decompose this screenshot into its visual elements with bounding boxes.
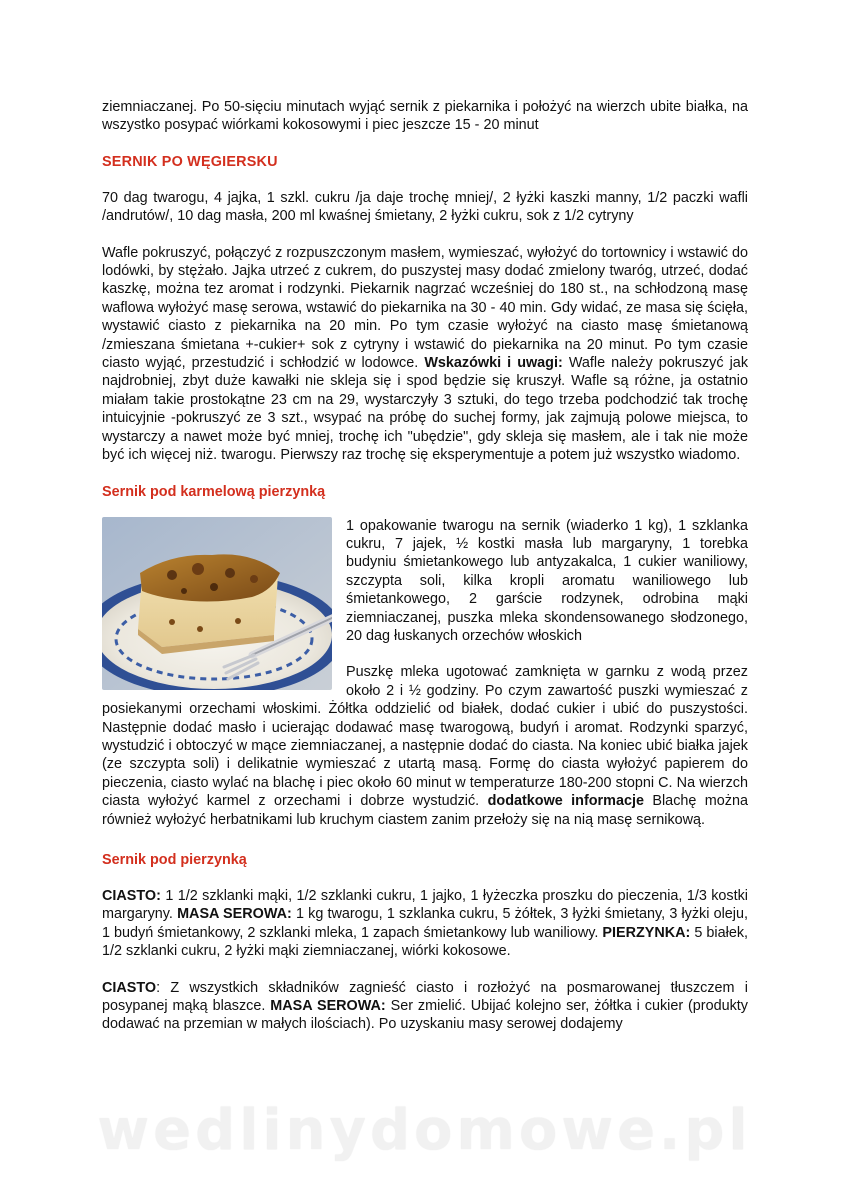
- recipe3-m-ciasto: : Z wszystkich składników zagnieść ciasto i rozłożyć na posmarowanej tłuszczem i posypanej mąką blaszce.: [102, 979, 748, 1015]
- recipe3-ing-masa: 1 kg twarogu, 1 szklanka cukru, 5 żółtek, 3 łyżki śmietany, 3 łyżki oleju, 1 budyń śmietankowy, 2 szklanki mleka, 1 zapach śmietankowy lub waniliowy.: [102, 906, 749, 941]
- recipe3-method: [102, 979, 748, 1034]
- recipe3-m-masa: Ser zmielić. Ubijać kolejno ser, żółtka i cukier (produkty dodawać na przemian w małych ilościach). Po uzyskaniu masy serowej dodajemy: [102, 998, 749, 1033]
- recipe-title-sernik-po-wegiersku: SERNIK PO WĘGIERSKU: [102, 153, 278, 170]
- recipe1-tips-label: Wskazówki i uwagi:: [424, 355, 563, 372]
- recipe3-ing-pierzynka-label: PIERZYNKA:: [602, 924, 691, 941]
- recipe3-ing-masa-label: MASA SEROWA:: [177, 906, 292, 923]
- document-page: [102, 98, 748, 1034]
- recipe3-ing-ciasto: 1 1/2 szklanki mąki, 1/2 szklanki cukru, 1 jajko, 1 łyżeczka proszku do pieczenia, 1/3 kostki margaryny.: [102, 888, 749, 923]
- cheesecake-photo: [102, 517, 332, 690]
- recipe2-ingredients: 1 opakowanie twarogu na sernik (wiaderko 1 kg), 1 szklanka cukru, 7 jajek, ½ kostki masła lub margaryny, 1 torebka budyniu śmietankowego lub antyzakalca, 1 cukier waniliowy, szczypta soli, kilka kropli aromatu waniliowego lub śmietankowego, 2 garście rodzynek, odrobina mąki ziemniaczanej, puszka mleka skondensowanego słodzonego, 20 dag łuskanych orzechów włoskich: [346, 517, 748, 644]
- recipe1-method: Wafle pokruszyć, połączyć z rozpuszczonym masłem, wymieszać, wyłożyć do tortownicy i wstawić do lodówki, by stężało. Jajka utrzeć z cukrem, do puszystej masy dodać zmielony twaróg, utrzeć, dodać kaszkę, można tez aromat i rodzynki. Piekarnik nagrzać wcześniej do 180 st., na schłodzoną masę waflowa wyłożyć masę serowa, wstawić do piekarnika na 30 - 40 min. Gdy widać, ze masa się ścięła, wystawić ciasto z piekarnika na 20 min. Po tym czasie wyłożyć na ciasto masę śmietanową /zmieszana śmietana +-cukier+ sok z cytryny i wstawić do piekarnika na 20 minut. Po tym czasie ciasto wyjąć, przestudzić i schłodzić w lodowce.: [102, 244, 748, 372]
- recipe1-method-block: [102, 244, 748, 465]
- recipe3-ing-ciasto-label: CIASTO:: [102, 888, 161, 904]
- recipe3-m-masa-label: MASA SEROWA:: [270, 998, 386, 1015]
- recipe1-ingredients: 70 dag twarogu, 4 jajka, 1 szkl. cukru /ja daje trochę mniej/, 2 łyżki kaszki manny, 1/2 paczki wafli /andrutów/, 10 dag masła, 200 ml kwaśnej śmietany, 2 łyżki cukru, sok z 1/2 cytryny: [102, 189, 748, 225]
- recipe2-extra-label: dodatkowe informacje: [487, 793, 644, 810]
- recipe2-extra: Blachę można również wyłożyć herbatnikami lub kruchym ciastem zanim przełoży się na nią masę sernikową.: [102, 793, 748, 828]
- recipe3-m-ciasto-label: CIASTO: [102, 979, 157, 996]
- recipe3-ingredients: [102, 887, 748, 961]
- recipe-title-sernik-pod-pierzynka: Sernik pod pierzynką: [102, 852, 247, 868]
- recipe2-body: [102, 517, 748, 830]
- site-watermark: wedlinydomowe.pl: [97, 1098, 752, 1163]
- recipe3-ing-pierzynka: 5 białek, 1/2 szklanki cukru, 2 łyżki mąki ziemniaczanej, wiórki kokosowe.: [102, 924, 749, 960]
- recipe1-tips: Wafle należy pokruszyć jak najdrobniej, zbyt duże kawałki nie skleja się i spod będzie się kruszył. Wafle są różne, ja ostatnio miałam takie prostokątne 23 cm na 29, wystarczyły 3 sztuki, do tego trzeba podchodzić tak trochę intuicyjnie -pokruszyć ze 3 szt., wsypać na próbę do suchej formy, jak zajmują polowe miejsca, to wystarczy a nawet może być mniej, trochę ich "ubędzie", gdy skleja się masłem, ale i tak nie może być ich więcej niż. twarogu. Pierwszy raz trochę się eksperymentuje a potem już wszystko wiadomo.: [102, 355, 749, 464]
- recipe-title-sernik-pod-karmelowa-pierzynka: Sernik pod karmelową pierzynką: [102, 483, 326, 500]
- intro-paragraph: ziemniaczanej. Po 50-sięciu minutach wyjąć sernik z piekarnika i położyć na wierzch ubite białka, na wszystko posypać wiórkami kokosowymi i piec jeszcze 15 - 20 minut: [102, 99, 748, 134]
- cheesecake-image: [102, 517, 332, 690]
- recipe2-method: Puszkę mleka ugotować zamknięta w garnku z wodą przez około 2 i ½ godziny. Po czym zawartość puszki wymieszać z posiekanymi orzechami włoskimi. Żółtka oddzielić od białek, dodać cukier i ubić do puszystości. Następnie dodać masło i ucierając dodawać masę twarogową, budyń i aromat. Rodzynki sparzyć, wystudzić i obtoczyć w mące ziemniaczanej, a następnie dodać do ciasta. Na koniec ubić białka jajek (ze szczypta soli) i delikatnie wymieszać z utartą masą. Formę do ciasta wyłożyć papierem do pieczenia, ciasto wylać na blachę i piec około 60 minut w temperaturze 180-200 stopni C. Na wierzch ciasta wyłożyć karmel z orzechami i dobrze wystudzić.: [102, 664, 748, 810]
